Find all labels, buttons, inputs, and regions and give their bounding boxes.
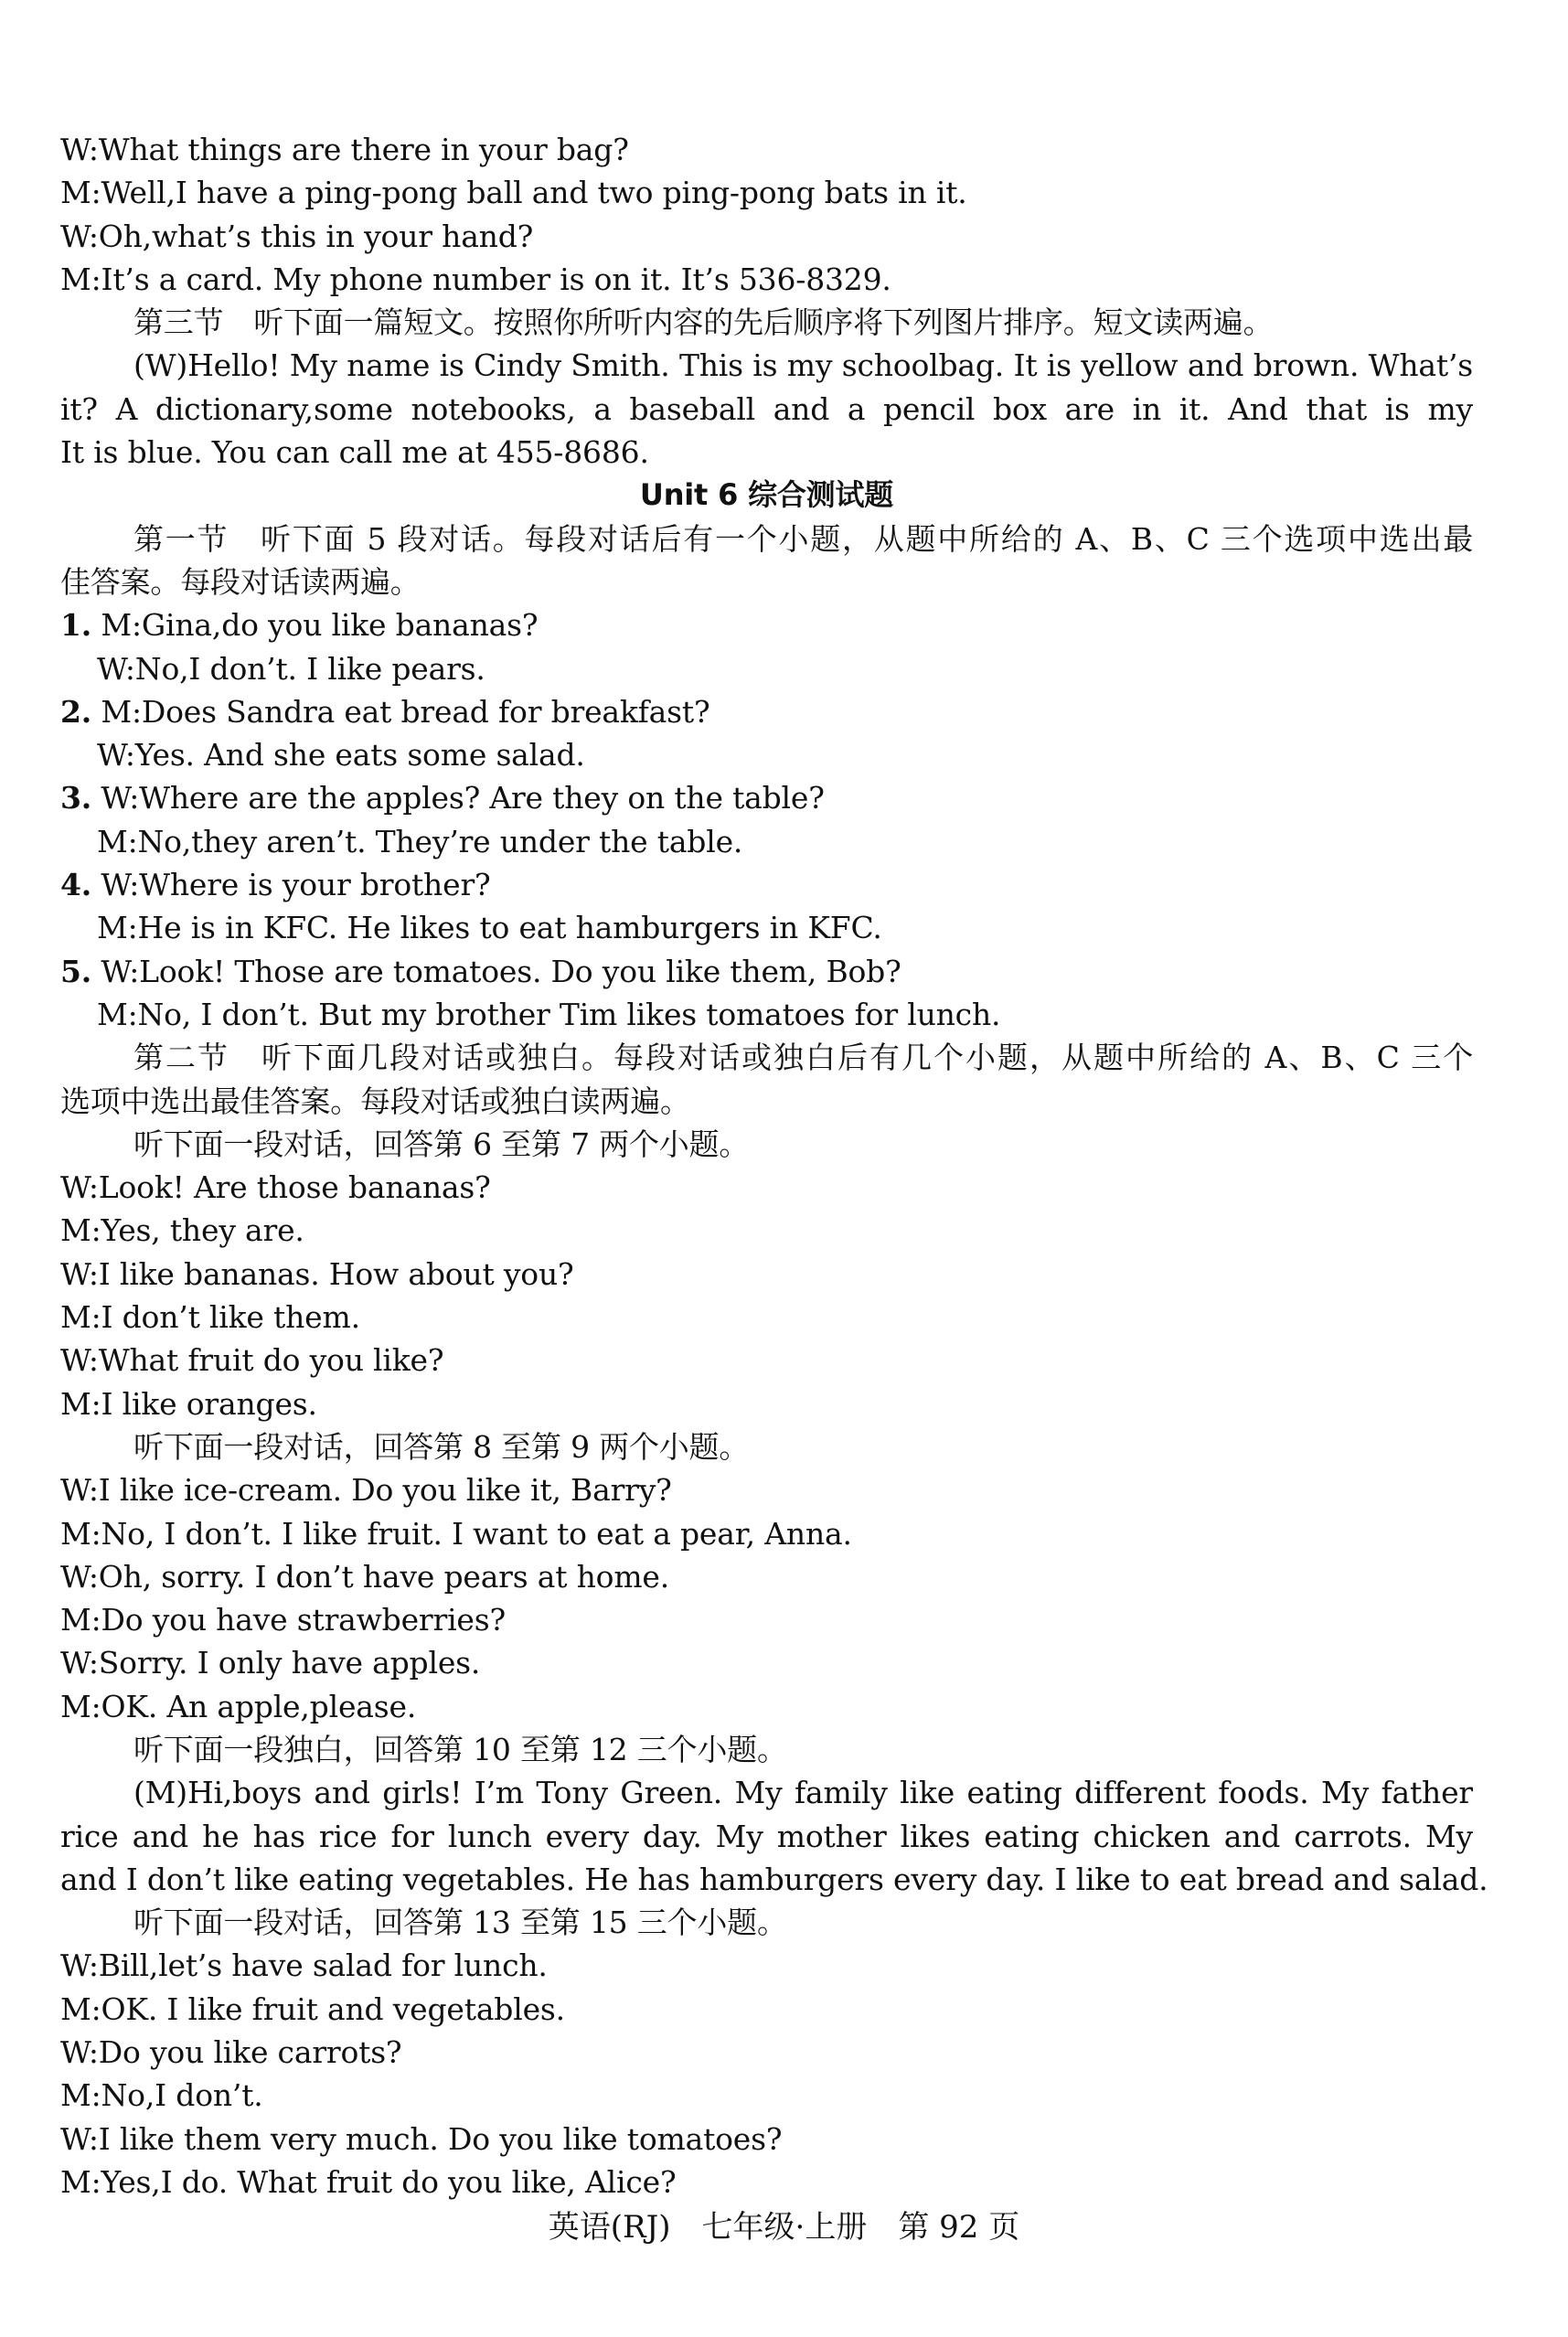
dialogue-line: W:I like them very much. Do you like tomatoes? [60, 2120, 783, 2157]
sub-instruction: 听下面一段对话，回答第 8 至第 9 两个小题。 [133, 1428, 750, 1465]
dialogue-line: M:He is in KFC. He likes to eat hamburgers in KFC. [97, 910, 882, 946]
question-number: 4. [60, 867, 92, 903]
dialogue-line: M:It’s a card. My phone number is on it. It’s 536-8329. [60, 261, 891, 297]
dialogue-line: W:Do you like carrots? [60, 2034, 402, 2071]
passage-line: rice and he has rice for lunch every day. My mother likes eating chicken and carrots. My [60, 1818, 1473, 1854]
question-line [60, 863, 1473, 906]
question-number: 2. [60, 693, 92, 730]
section-instruction: 选项中选出最佳答案。每段对话或独白读两遍。 [60, 1083, 690, 1119]
dialogue-text: W:Look! Those are tomatoes. Do you like them, Bob? [101, 953, 901, 989]
dialogue-line: M:No, I don’t. But my brother Tim likes tomatoes for lunch. [97, 996, 1001, 1032]
dialogue-line: M:OK. An apple,please. [60, 1688, 417, 1724]
dialogue-line: M:OK. I like fruit and vegetables. [60, 1990, 565, 2027]
sub-instruction: 听下面一段独白，回答第 10 至第 12 三个小题。 [133, 1731, 787, 1767]
sub-instruction: 听下面一段对话，回答第 6 至第 7 两个小题。 [133, 1126, 750, 1162]
dialogue-line: W:I like bananas. How about you? [60, 1255, 574, 1292]
dialogue-text: W:Where is your brother? [101, 867, 491, 903]
dialogue-line: M:I don’t like them. [60, 1299, 360, 1336]
dialogue-line: M:No, I don’t. I like fruit. I want to eat a pear, Anna. [60, 1515, 852, 1552]
dialogue-line: W:Sorry. I only have apples. [60, 1645, 481, 1681]
dialogue-line: M:Yes, they are. [60, 1212, 304, 1249]
section-instruction: 第三节 听下面一篇短文。按照你所听内容的先后顺序将下列图片排序。短文读两遍。 [133, 304, 1274, 341]
passage-line: (W)Hello! My name is Cindy Smith. This is my schoolbag. It is yellow and brown. What’s [133, 347, 1473, 384]
question-number: 3. [60, 780, 92, 816]
dialogue-line: W:Bill,let’s have salad for lunch. [60, 1948, 548, 1984]
dialogue-line: M:Do you have strawberries? [60, 1602, 506, 1638]
dialogue-text: M:Gina,do you like bananas? [101, 607, 539, 644]
dialogue-line: W:I like ice-cream. Do you like it, Barry? [60, 1472, 672, 1509]
dialogue-line: M:Yes,I do. What fruit do you like, Alice? [60, 2163, 677, 2200]
dialogue-line: W:Oh,what’s this in your hand? [60, 218, 534, 254]
question-line [60, 776, 1473, 819]
passage-line: It is blue. You can call me at 455-8686. [60, 434, 649, 471]
question-number: 5. [60, 953, 92, 989]
dialogue-line: W:What fruit do you like? [60, 1342, 444, 1379]
dialogue-line: W:Oh, sorry. I don’t have pears at home. [60, 1558, 670, 1595]
passage-line: (M)Hi,boys and girls! I’m Tony Green. My family like eating different foods. My father [133, 1775, 1473, 1811]
sub-instruction: 听下面一段对话，回答第 13 至第 15 三个小题。 [133, 1905, 787, 1941]
section-instruction: 第一节 听下面 5 段对话。每段对话后有一个小题，从题中所给的 A、B、C 三个选项中选出最 [133, 520, 1473, 557]
dialogue-line: W:Yes. And she eats some salad. [97, 737, 585, 774]
section-instruction: 佳答案。每段对话读两遍。 [60, 563, 421, 600]
dialogue-line: W:What things are there in your bag? [60, 132, 629, 167]
question-line [60, 603, 1473, 646]
dialogue-line: M:I like oranges. [60, 1385, 317, 1422]
section-instruction: 第二节 听下面几段对话或独白。每段对话或独白后有几个小题，从题中所给的 A、B、C 三个 [133, 1040, 1473, 1076]
dialogue-text: M:Does Sandra eat bread for breakfast? [101, 693, 710, 730]
dialogue-line: M:No,I don’t. [60, 2077, 263, 2114]
dialogue-line: M:Well,I have a ping-pong ball and two ping-pong bats in it. [60, 175, 967, 211]
passage-line: it? A dictionary,some notebooks, a baseball and a pencil box are in it. And that is my [60, 390, 1473, 427]
question-line [60, 950, 1473, 993]
question-number: 1. [60, 607, 92, 644]
dialogue-line: M:No,they aren’t. They’re under the table. [97, 823, 743, 859]
question-line [60, 690, 1473, 733]
page-footer: 英语(RJ) 七年级·上册 第 92 页 [548, 2209, 1020, 2246]
unit-heading: Unit 6 综合测试题 [639, 477, 894, 513]
passage-line: and I don’t like eating vegetables. He has hamburgers every day. I like to eat bread and salad. [60, 1861, 1488, 1897]
dialogue-line: W:No,I don’t. I like pears. [97, 650, 485, 687]
dialogue-text: W:Where are the apples? Are they on the table? [101, 780, 825, 816]
page-body [60, 128, 1488, 2204]
dialogue-line: W:Look! Are those bananas? [60, 1169, 491, 1206]
